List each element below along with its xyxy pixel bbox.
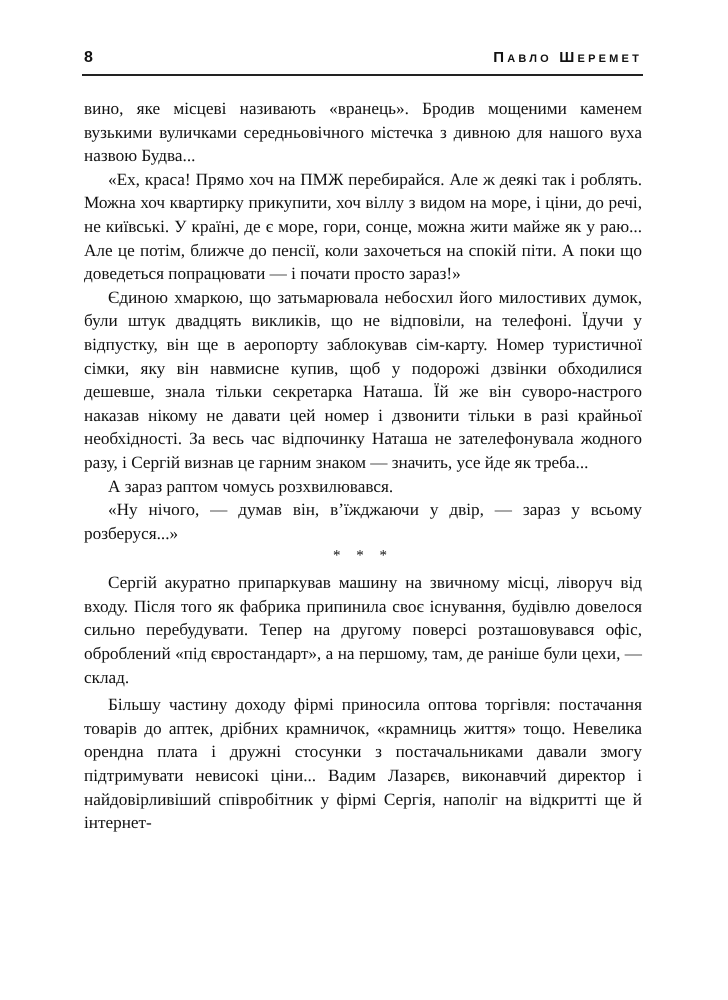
paragraph: А зараз раптом чомусь розхвилювався. xyxy=(108,476,394,496)
page-number: 8 xyxy=(84,49,93,66)
paragraph: «Ну нічого, — думав він, в’їжджаючи у двір, — зараз у всьому розберуся...» xyxy=(84,500,642,543)
paragraph: Сергій акуратно припаркував машину на звичному місці, ліворуч від входу. Після того як фабрика припинила своє існування, будівлю довелося сильно перебудувати. Тепер на другому поверсі розташовувався офіс, оброблений «під євростандарт», а на першому, там, де раніше були цехи, — склад. xyxy=(84,573,642,687)
paragraph: «Ех, краса! Прямо хоч на ПМЖ перебирайся. Але ж деякі так і роблять. Можна хоч квартирку прикупити, хоч віллу з видом на море, і ціни, до речі, не київські. У країні, де є море, гори, сонце, можна жити майже як у раю... Але це потім, ближче до пенсії, коли захочеться на спокій піти. А поки що доведеться попрацювати — і почати просто зараз!» xyxy=(84,169,642,284)
running-header-author: Павло Шеремет xyxy=(493,49,642,66)
body-text xyxy=(84,97,642,835)
paragraph: Єдиною хмаркою, що затьмарювала небосхил його милостивих думок, були штук двадцять викликів, що не відповіли, на телефоні. Їдучи у відпустку, він ще в аеропорту заблокував сім-карту. Номер туристичної сімки, яку він навмисне купив, щоб у подорожі дзвінки обходилися дешевше, знала тільки секретарка Наташа. Їй же він суворо-настрого наказав нікому не давати цей номер і дзвонити тільки в разі крайньої необхідності. За весь час відпочинку Наташа не зателефонувала жодного разу, і Сергій визнав це гарним знаком — значить, усе йде як треба... xyxy=(84,287,642,472)
paragraph: Більшу частину доходу фірмі приносила оптова торгівля: постачання товарів до аптек, дрібних крамничок, «крамниць життя» тощо. Невелика орендна плата і дружні стосунки з постачальниками давали змогу підтримувати невисокі ціни... Вадим Лазарєв, виконавчий директор і найдовірливіший співробітник у фірмі Сергія, наполіг на відкритті ще й інтернет- xyxy=(84,695,642,833)
header-rule xyxy=(82,74,643,76)
paragraph: вино, яке місцеві називають «вранець». Бродив мощеними каменем вузькими вуличками середньовічного містечка з дивною для нашого вуха назвою Будва... xyxy=(84,99,642,166)
section-separator: * * * xyxy=(333,548,393,565)
